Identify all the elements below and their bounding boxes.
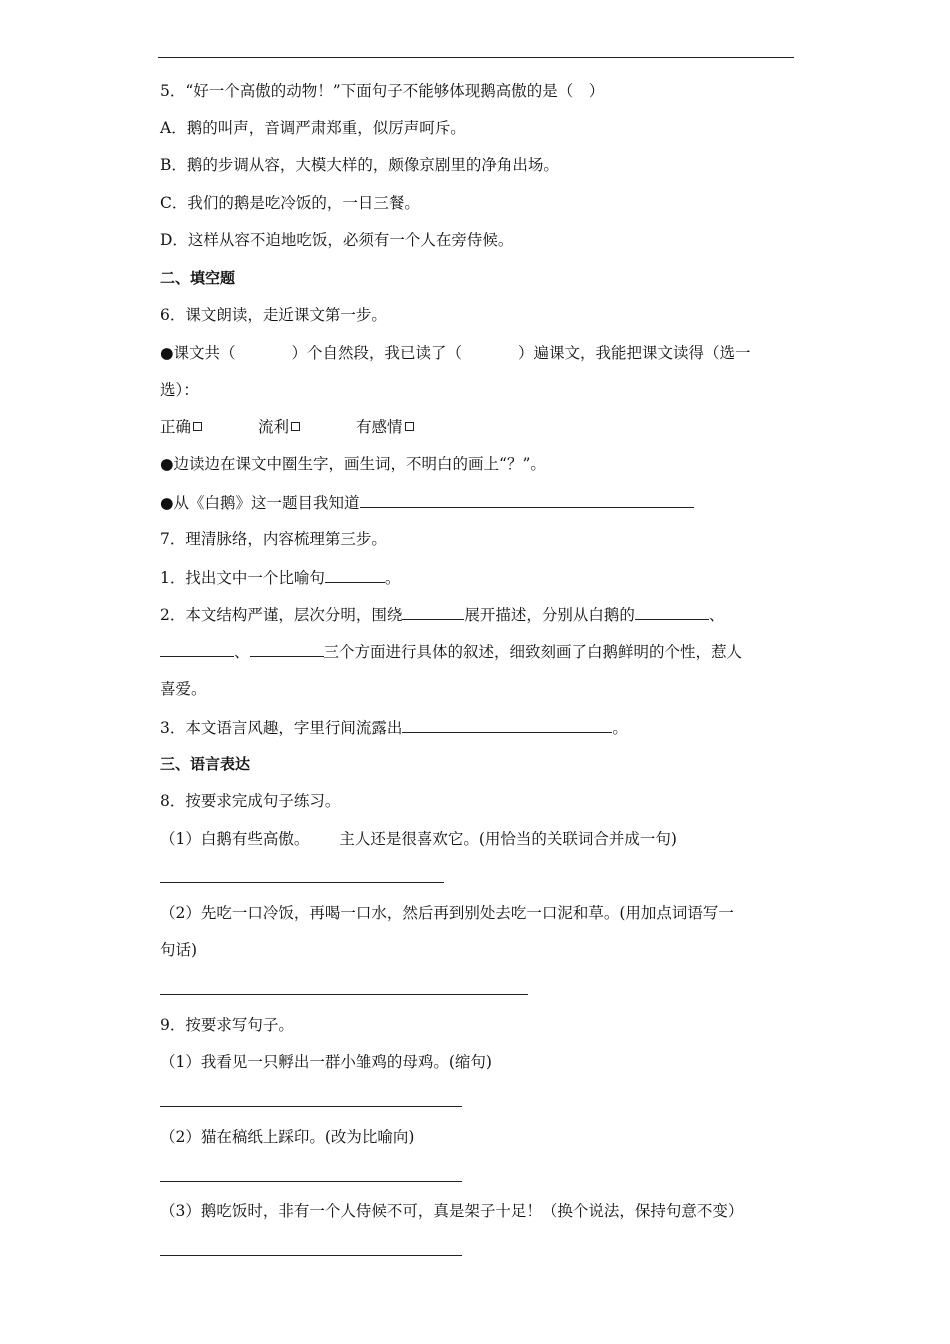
q7-item3 bbox=[160, 716, 800, 739]
q5-stem: 5．“好一个高傲的动物！”下面句子不能够体现鹅高傲的是（ ） bbox=[160, 82, 605, 100]
q7-item3-text: 3．本文语言风趣，字里行间流露出 bbox=[160, 719, 403, 737]
q7-emotion-blank[interactable] bbox=[402, 716, 612, 733]
checkbox-icon[interactable] bbox=[405, 422, 414, 431]
q7-theme-blank[interactable] bbox=[402, 603, 464, 620]
q8-sub2-line1: （2）先吃一口冷饭，再喝一口水，然后再到别处去吃一口泥和草。(用加点词语写一 bbox=[160, 904, 734, 922]
q7-item1-end: 。 bbox=[384, 569, 401, 587]
q6-line1-b: ）个自然段，我已读了（ bbox=[291, 344, 463, 362]
q9-sub2-answer-line[interactable] bbox=[160, 1181, 462, 1182]
q6-choice-fluent[interactable] bbox=[258, 418, 300, 436]
q7-item2-line1 bbox=[160, 603, 800, 626]
q7-stem: 7．理清脉络，内容梳理第三步。 bbox=[160, 530, 387, 548]
q6-line1-a: ●课文共（ bbox=[160, 344, 236, 362]
q7-item2-sep2: 、 bbox=[234, 643, 250, 661]
q7-item1-text: 1．找出文中一个比喻句 bbox=[160, 569, 325, 587]
q7-item2-text-a: 2．本文结构严谨，层次分明，围绕 bbox=[160, 606, 403, 624]
q7-item2-text-b: 展开描述，分别从白鹅的 bbox=[464, 606, 635, 624]
q8-sub1-a: （1）白鹅有些高傲。 bbox=[160, 830, 310, 848]
q7-aspect2-blank[interactable] bbox=[160, 640, 234, 657]
q6-choice-correct[interactable] bbox=[160, 418, 202, 436]
q6-stem: 6．课文朗读，走近课文第一步。 bbox=[160, 306, 387, 324]
q7-metaphor-blank[interactable] bbox=[325, 566, 385, 583]
q9-sub2: （2）猫在稿纸上踩印。(改为比喻向) bbox=[160, 1128, 415, 1146]
checkbox-icon[interactable] bbox=[291, 422, 300, 431]
q7-item2-line2 bbox=[160, 640, 800, 663]
q7-item2-sep1: 、 bbox=[708, 606, 725, 624]
q6-choice-emotion-label: 有感情 bbox=[356, 418, 403, 436]
q7-item3-end: 。 bbox=[612, 719, 628, 737]
q8-sub2-answer-line[interactable] bbox=[160, 994, 528, 995]
q5-option-c: C．我们的鹅是吃冷饭的，一日三餐。 bbox=[160, 194, 420, 212]
q7-item2-line3: 喜爱。 bbox=[160, 680, 207, 698]
q8-sub1 bbox=[160, 828, 800, 850]
q7-aspect3-blank[interactable] bbox=[250, 640, 324, 657]
q6-choice-fluent-label: 流利 bbox=[258, 418, 290, 436]
q5-option-a: A．鹅的叫声，音调严肃郑重，似厉声呵斥。 bbox=[160, 119, 466, 137]
section-title-fill-in: 二、填空题 bbox=[160, 269, 236, 287]
q6-line4 bbox=[160, 491, 800, 514]
q9-sub3: （3）鹅吃饭时，非有一个人侍候不可，真是架子十足！（换个说法，保持句意不变） bbox=[160, 1202, 744, 1220]
q6-line4-text: ●从《白鹅》这一题目我知道 bbox=[160, 494, 360, 512]
header-rule bbox=[158, 57, 794, 58]
q9-sub3-answer-line[interactable] bbox=[160, 1255, 462, 1256]
section-title-expression: 三、语言表达 bbox=[160, 755, 251, 773]
q9-sub1: （1）我看见一只孵出一群小雏鸡的母鸡。(缩句) bbox=[160, 1053, 492, 1071]
q6-choice-correct-label: 正确 bbox=[160, 418, 192, 436]
checkbox-icon[interactable] bbox=[193, 422, 202, 431]
q6-line1-c: ）遍课文，我能把课文读得（选一 bbox=[518, 344, 751, 362]
q5-option-d: D．这样从容不迫地吃饭，必须有一个人在旁侍候。 bbox=[160, 231, 514, 249]
q6-line3: ●边读边在课文中圈生字，画生词，不明白的画上“？”。 bbox=[160, 455, 546, 473]
q9-sub1-answer-line[interactable] bbox=[160, 1106, 462, 1107]
q8-sub1-b: 主人还是很喜欢它。(用恰当的关联词合并成一句) bbox=[339, 830, 677, 848]
q8-sub1-answer-line[interactable] bbox=[160, 882, 444, 883]
q6-choice-emotion[interactable] bbox=[356, 418, 414, 436]
q6-choices bbox=[160, 416, 800, 438]
q7-item2-text-e: 三个方面进行具体的叙述，细致刻画了白鹅鲜明的个性，惹人 bbox=[323, 643, 743, 661]
q5-option-b: B．鹅的步调从容，大模大样的，颇像京剧里的净角出场。 bbox=[160, 156, 559, 174]
q7-item1 bbox=[160, 566, 800, 589]
q6-line2: 选）： bbox=[160, 381, 199, 399]
q7-aspect1-blank[interactable] bbox=[635, 603, 709, 620]
q6-line1 bbox=[160, 342, 800, 364]
q8-sub2-line2: 句话) bbox=[160, 941, 198, 959]
q9-stem: 9．按要求写句子。 bbox=[160, 1016, 294, 1034]
q6-title-blank[interactable] bbox=[360, 491, 694, 508]
q8-stem: 8．按要求完成句子练习。 bbox=[160, 792, 341, 810]
